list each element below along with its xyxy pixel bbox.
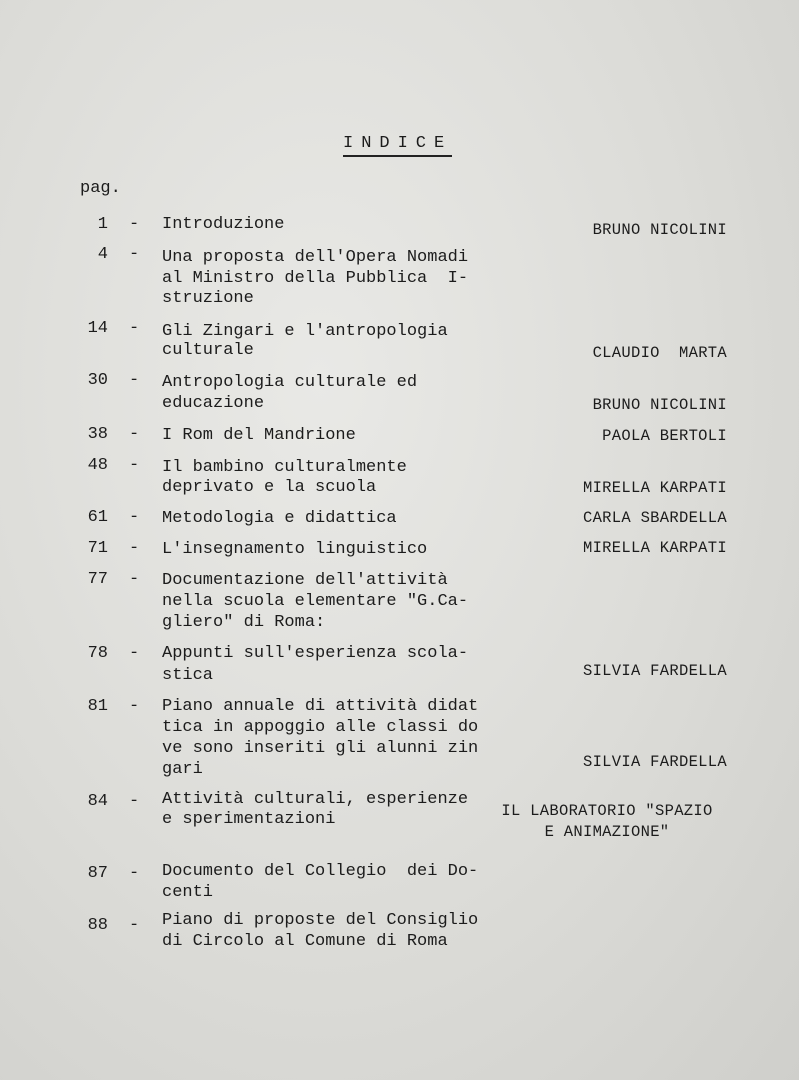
entry-page-number: 81 [87, 697, 108, 716]
entry-page-number: 4 [97, 245, 108, 264]
entry-author: SILVIA FARDELLA [582, 662, 727, 680]
entry-title-line: deprivato e la scuola [162, 478, 377, 497]
entry-page-number: 77 [87, 570, 108, 589]
entry-page-number: 84 [87, 792, 108, 811]
entry-author: CARLA SBARDELLA [582, 509, 727, 527]
entry-dash: - [129, 644, 140, 663]
page-column-label: pag. [80, 179, 121, 198]
entry-page-number: 78 [87, 644, 108, 663]
entry-page-number: 1 [97, 215, 108, 234]
entry-title-line: gliero" di Roma: [162, 613, 326, 632]
entry-title-line: tica in appoggio alle classi do [162, 718, 479, 737]
entry-author: PAOLA BERTOLI [602, 427, 727, 445]
entry-title-line: I Rom del Mandrione [162, 426, 356, 445]
entry-dash: - [129, 215, 140, 234]
entry-title-line: Piano annuale di attività didat [162, 697, 479, 716]
entry-title-line: L'insegnamento linguistico [162, 540, 428, 559]
entry-dash: - [129, 539, 140, 558]
entry-title-line: Antropologia culturale ed [162, 373, 418, 392]
page-title: INDICE [343, 134, 452, 157]
entry-title-line: Una proposta dell'Opera Nomadi [162, 248, 469, 267]
entry-dash: - [129, 916, 140, 935]
entry-title-line: Metodologia e didattica [162, 509, 397, 528]
entry-dash: - [129, 371, 140, 390]
entry-dash: - [129, 508, 140, 527]
entry-page-number: 71 [87, 539, 108, 558]
entry-title-line: di Circolo al Comune di Roma [162, 932, 448, 951]
entry-author: MIRELLA KARPATI [582, 479, 727, 497]
entry-dash: - [129, 319, 140, 338]
entry-dash: - [129, 864, 140, 883]
entry-title-line: Documentazione dell'attività [162, 571, 448, 590]
entry-author: IL LABORATORIO "SPAZIO E ANIMAZIONE" [501, 802, 713, 841]
entry-dash: - [129, 425, 140, 444]
entry-dash: - [129, 697, 140, 716]
entry-title-line: ve sono inseriti gli alunni zin [162, 739, 479, 758]
entry-dash: - [129, 570, 140, 589]
entry-title-line: al Ministro della Pubblica I- [162, 269, 469, 288]
entry-author: CLAUDIO MARTA [592, 344, 727, 362]
entry-title-line: stica [162, 666, 214, 685]
entry-page-number: 30 [87, 371, 108, 390]
entry-page-number: 61 [87, 508, 108, 527]
entry-page-number: 38 [87, 425, 108, 444]
entry-page-number: 14 [87, 319, 108, 338]
entry-author: SILVIA FARDELLA [582, 753, 727, 771]
entry-title-line: Introduzione [162, 215, 285, 234]
entry-title-line: struzione [162, 289, 254, 308]
entry-title-line: educazione [162, 394, 265, 413]
entry-dash: - [129, 456, 140, 475]
entry-title-line: e sperimentazioni [162, 810, 336, 829]
entry-title-line: gari [162, 760, 203, 779]
entry-page-number: 87 [87, 864, 108, 883]
entry-dash: - [129, 792, 140, 811]
entry-title-line: nella scuola elementare "G.Ca- [162, 592, 469, 611]
entry-title-line: centi [162, 883, 214, 902]
entry-title-line: culturale [162, 341, 254, 360]
entry-page-number: 88 [87, 916, 108, 935]
entry-title-line: Il bambino culturalmente [162, 458, 407, 477]
entry-title-line: Attività culturali, esperienze [162, 790, 469, 809]
entry-page-number: 48 [87, 456, 108, 475]
entry-title-line: Appunti sull'esperienza scola- [162, 644, 469, 663]
entry-title-line: Documento del Collegio dei Do- [162, 862, 479, 881]
entry-author: BRUNO NICOLINI [592, 396, 727, 414]
entry-author: BRUNO NICOLINI [592, 221, 727, 239]
entry-author: MIRELLA KARPATI [582, 539, 727, 557]
entry-title-line: Piano di proposte del Consiglio [162, 911, 479, 930]
entry-dash: - [129, 245, 140, 264]
entry-title-line: Gli Zingari e l'antropologia [162, 322, 448, 341]
